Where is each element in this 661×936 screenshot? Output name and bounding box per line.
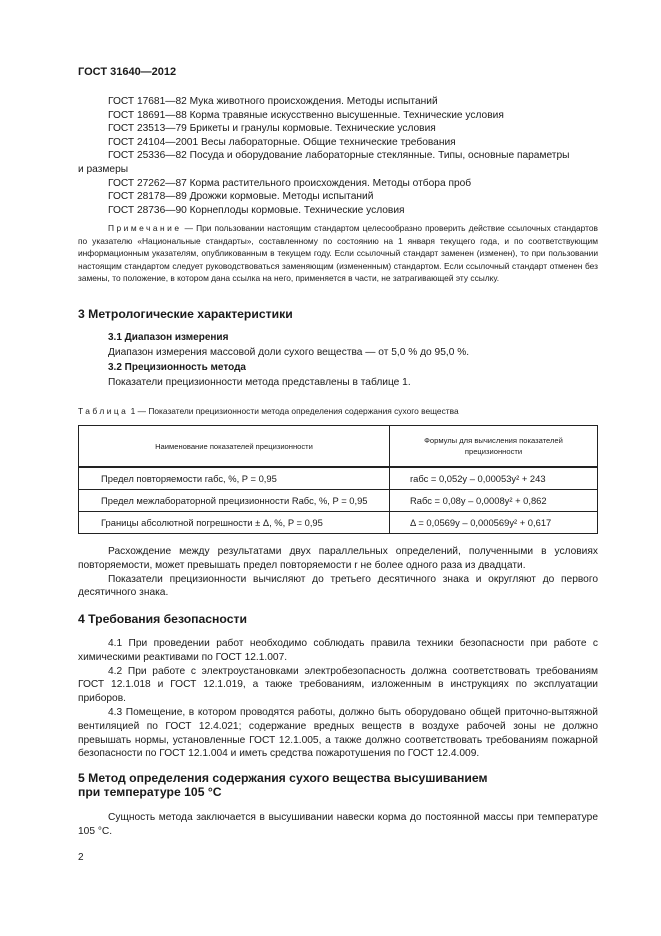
- section-5-title: [78, 771, 598, 799]
- reference-item: ГОСТ 28178—89 Дрожжи кормовые. Методы испытаний: [108, 191, 374, 203]
- table-cell: Предел повторяемости rабс, %, P = 0,95: [79, 467, 390, 490]
- reference-item: ГОСТ 27262—87 Корма растительного происхождения. Методы отбора проб: [108, 177, 472, 189]
- table-header-cell: Наименование показателей прецизионности: [79, 426, 390, 468]
- reference-item: ГОСТ 24104—2001 Весы лабораторные. Общие технические требования: [108, 136, 456, 148]
- page-number: 2: [78, 852, 84, 863]
- note-text: — При пользовании настоящим стандартом целесообразно проверить действие ссылочных стандартов по указателю «Национальные стандарты», составленному по состоянию на 1 января текущего года, и по соответствующим информационным указателям, опубликованным в текущем году. Если ссылочный стандарт заменен (изменен), то при пользовании настоящим стандартом следует руководствоваться заменяющим (измененным) стандартом. Если ссылочный стандарт отменен без замены, то положение, в котором дана ссылка на него, применяется в части, не затрагивающей эту ссылку.: [78, 223, 598, 284]
- reference-item: ГОСТ 23513—79 Брикеты и гранулы кормовые. Технические условия: [108, 123, 436, 135]
- subsection-3-2-title: 3.2 Прецизионность метода: [108, 361, 246, 373]
- table-header-row: [79, 426, 598, 468]
- note: [78, 222, 598, 285]
- table-row: [79, 467, 598, 490]
- reference-item-continuation: и размеры: [78, 163, 129, 175]
- paragraph-4-1: 4.1 При проведении работ необходимо соблюдать правила техники безопасности при работе с химическими реактивами по ГОСТ 12.1.007.: [78, 638, 598, 663]
- section-5: [78, 771, 598, 839]
- table-row: [79, 490, 598, 512]
- after-table-text: [78, 545, 598, 600]
- table-cell: Δ = 0,0569y – 0,000569y² + 0,617: [390, 512, 598, 534]
- table-cell: rабс = 0,052y – 0,00053y² + 243: [390, 467, 598, 490]
- subsection-3-1-text: Диапазон измерения массовой доли сухого вещества — от 5,0 % до 95,0 %.: [108, 347, 470, 358]
- table-caption-label: Таблица: [78, 406, 129, 416]
- table-caption: [78, 406, 598, 416]
- reference-item: ГОСТ 18691—88 Корма травяные искусственно высушенные. Технические условия: [108, 109, 504, 121]
- paragraph: Расхождение между результатами двух параллельных определений, полученными в условиях повторяемости, может превышать предел повторяемости r не более одного раза из двадцати.: [78, 546, 598, 571]
- table-cell: Границы абсолютной погрешности ± Δ, %, P = 0,95: [79, 512, 390, 534]
- reference-item: ГОСТ 28736—90 Корнеплоды кормовые. Технические условия: [108, 204, 405, 216]
- section-4: [78, 612, 598, 761]
- document-header: ГОСТ 31640—2012: [78, 66, 177, 78]
- section-4-title: 4 Требования безопасности: [78, 612, 247, 626]
- normative-references: [78, 95, 598, 217]
- table-header-cell: Формулы для вычисления показателей прецизионности: [390, 426, 598, 468]
- paragraph: Показатели прецизионности вычисляют до третьего десятичного знака и округляют до первого десятичного знака.: [78, 573, 598, 599]
- section-5-title-line1: 5 Метод определения содержания сухого вещества высушиванием: [78, 771, 488, 785]
- precision-table: [78, 425, 598, 534]
- table-row: [79, 512, 598, 534]
- table-caption-text: 1 — Показатели прецизионности метода определения содержания сухого вещества: [128, 406, 459, 416]
- table-cell: Rабс = 0,08y – 0,0008y² + 0,862: [390, 490, 598, 512]
- section-3: [78, 307, 598, 321]
- section-5-title-line2: при температуре 105 °С: [78, 785, 222, 799]
- subsection-3-2-text: Показатели прецизионности метода представлены в таблице 1.: [108, 376, 411, 388]
- reference-item: ГОСТ 17681—82 Мука животного происхождения. Методы испытаний: [108, 96, 438, 107]
- section-5-text: Сущность метода заключается в высушивании навески корма до постоянной массы при температуре 105 °С.: [78, 812, 598, 837]
- section-3-1: [78, 332, 598, 390]
- paragraph-4-3: 4.3 Помещение, в котором проводятся работы, должно быть оборудовано общей приточно-вытяжной вентиляцией по ГОСТ 12.4.021; содержание вредных веществ в воздухе рабочей зоны не должно превышать нормы, установленные ГОСТ 12.1.005, а также должно соответствовать требованиям пожарной безопасности по ГОСТ 12.1.004 и иметь средства пожаротушения по ГОСТ 12.4.009.: [78, 706, 598, 760]
- note-label: Примечание: [108, 223, 182, 233]
- reference-item: ГОСТ 25336—82 Посуда и оборудование лабораторные стеклянные. Типы, основные параметры: [108, 150, 570, 162]
- section-3-title: 3 Метрологические характеристики: [78, 307, 293, 321]
- table-cell: Предел межлабораторной прецизионности Rабс, %, P = 0,95: [79, 490, 390, 512]
- subsection-3-1-title: 3.1 Диапазон измерения: [108, 332, 229, 343]
- paragraph-4-2: 4.2 При работе с электроустановками электробезопасность должна соответствовать требованиям ГОСТ 12.1.018 и ГОСТ 12.1.019, а также требованиям, изложенным в инструкциях по эксплуатации приборов.: [78, 665, 598, 705]
